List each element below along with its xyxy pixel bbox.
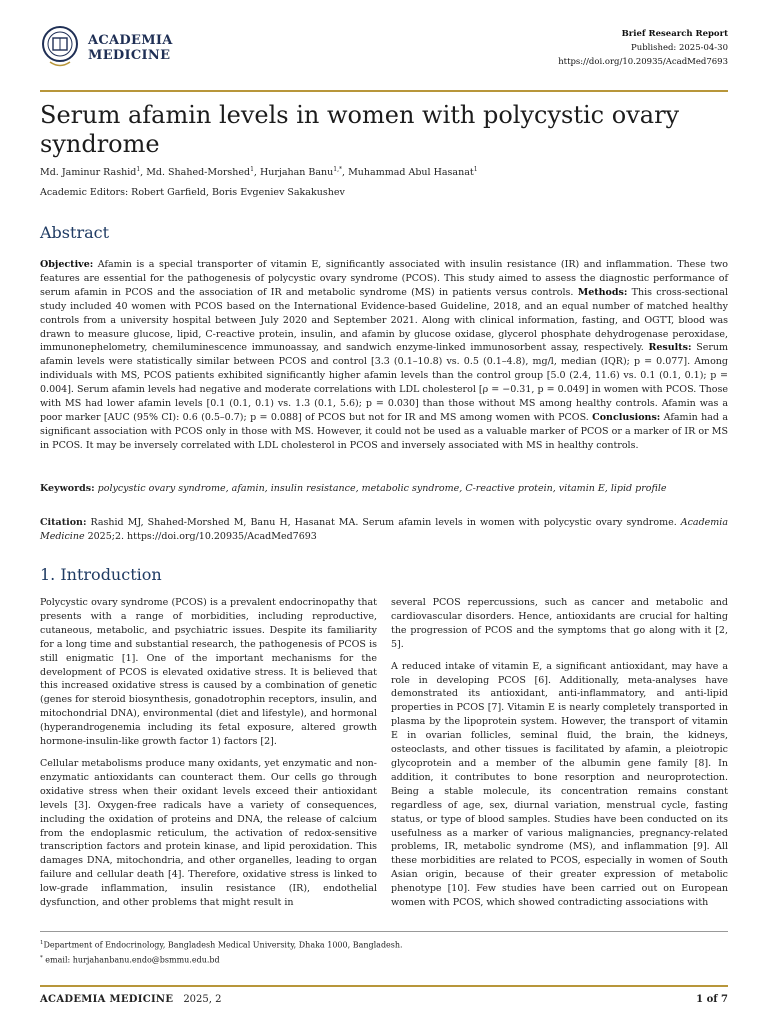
citation-text-2: 2025;2. https://doi.org/10.20935/AcadMed7693 bbox=[84, 531, 317, 542]
author-name: Hurjahan Banu bbox=[259, 167, 334, 179]
email-footnote bbox=[40, 952, 403, 967]
page-footer bbox=[40, 994, 728, 1005]
results-label: Results: bbox=[648, 342, 692, 354]
author-list bbox=[40, 166, 478, 178]
author-affiliation-sup: 1 bbox=[136, 166, 141, 173]
footer-year: 2025, 2 bbox=[183, 994, 222, 1005]
affiliation-footnote bbox=[40, 937, 403, 952]
citation-text-1: Rashid MJ, Shahed-Morshed M, Banu H, Hasanat MA. Serum afamin levels in women with polycystic ovary syndrome. bbox=[86, 517, 681, 528]
citation bbox=[40, 516, 728, 544]
intro-paragraph: Cellular metabolisms produce many oxidants, yet enzymatic and non-enzymatic antioxidants can counteract them. Our cells go through oxidative stress when their oxidant levels exceed their antioxidant levels [3]. Oxygen-free radicals have a variety of consequences, including the oxidation of proteins and DNA, the release of calcium from the endoplasmic reticulum, the activation of redox-sensitive transcription factors and protein kinase, and lipid peroxidation. This damages DNA, mitochondria, and other organelles, leading to organ failure and cellular death [4]. Therefore, oxidative stress is linked to low-grade inflammation, insulin resistance (IR), endothelial dysfunction, and other problems that might result in bbox=[40, 757, 377, 909]
results-text: Serum afamin levels were statistically similar between PCOS and control [3.3 (0.1–10.8) vs. 0.5 (0.1–4.8), mg/l, median (IQR); p = 0.077]. Among individuals with MS, PCOS patients exhibited significantly higher afamin levels than the control group [5.0 (2.4, 11.6) vs. 0.1 (0.1, 0.1); p = 0.004]. Serum afamin levels had negative and moderate correlations with LDL cholesterol [ρ = −0.31, p = 0.049] in women with PCOS. Those with MS had lower afamin levels [0.1 (0.1, 0.1) vs. 1.3 (0.1, 5.6); p = 0.030] than those without MS among healthy controls. Afamin was a poor marker [AUC (95% CI): 0.6 (0.5–0.7); p = 0.088] of PCOS but not for IR and MS among women with PCOS. bbox=[40, 342, 728, 423]
author-name: Md. Shahed-Morshed bbox=[146, 167, 251, 179]
intro-column-left bbox=[40, 596, 377, 918]
author-name: Md. Jaminur Rashid bbox=[40, 167, 137, 179]
objective-text: Afamin is a special transporter of vitamin E, significantly associated with insulin resistance (IR) and inflammation. These two features are essential for the pathogenesis of polycystic ovary syndrome (PCOS). This study aimed to assess the diagnostic performance of serum afamin in PCOS and the association of IR and metabolic syndrome (MS) in patients versus controls. bbox=[40, 259, 728, 298]
keywords-label: Keywords: bbox=[40, 483, 95, 494]
journal-brand bbox=[88, 33, 173, 63]
footnote-divider bbox=[40, 931, 728, 932]
doi-link[interactable]: https://doi.org/10.20935/AcadMed7693 bbox=[558, 57, 728, 67]
published-date: Published: 2025-04-30 bbox=[631, 43, 728, 53]
abstract-text bbox=[40, 258, 728, 453]
footer-journal: ACADEMIA MEDICINE bbox=[40, 994, 174, 1005]
methods-text: This cross-sectional study included 40 women with PCOS based on the International Evidence-based Guideline, 2018, and an equal number of matched healthy controls from a university hospital between July 2020 and September 2021. Along with clinical information, fasting, and OGTT, blood was drawn to measure glucose, lipid, C-reactive protein, insulin, and afamin by glucose oxidase, glycerol phosphate dehydrogenase peroxidase, immunonephelometry, chemiluminescence immunoassay, and sandwich enzyme-linked immunosorbent assay, respectively. bbox=[40, 286, 728, 354]
article-title: Serum afamin levels in women with polycystic ovary syndrome bbox=[40, 101, 680, 158]
affiliation-sup: 1 bbox=[40, 940, 44, 946]
brand-line-1: ACADEMIA bbox=[88, 33, 173, 48]
intro-paragraph: A reduced intake of vitamin E, a significant antioxidant, may have a role in developing PCOS [6]. Additionally, meta-analyses have demonstrated its antioxidant, anti-inflammatory, and anti-lipid properties in PCOS [7]. Vitamin E is nearly completely transported in plasma by the lipoprotein system. However, the transport of vitamin E in ovarian follicles, seminal fluid, the brain, the kidneys, osteoclasts, and other tissues is facilitated by afamin, a pleiotropic glycoprotein and a member of the albumin gene family [8]. In addition, it contributes to bone resorption and neuroprotection. Being a stable molecule, its concentration remains constant regardless of age, sex, diurnal variation, menstrual cycle, fasting status, or type of blood samples. Studies have been conducted on its usefulness as a marker of various malignancies, pregnancy-related problems, IR, metabolic syndrome (MS), and inflammation [9]. All these morbidities are related to PCOS, especially in women of South Asian origin, because of their greater expression of metabolic phenotype [10]. Few studies have been carried out on European women with PCOS, which showed contradicting associations with bbox=[391, 660, 728, 909]
introduction-heading: 1. Introduction bbox=[40, 565, 162, 584]
author-name: Muhammad Abul Hasanat bbox=[348, 167, 474, 179]
intro-paragraph: Polycystic ovary syndrome (PCOS) is a prevalent endocrinopathy that presents with a range of morbidities, including reproductive, cutaneous, metabolic, and psychiatric issues. Despite its familiarity for a long time and substantial research, the pathogenesis of PCOS is still enigmatic [1]. One of the important mechanisms for the development of PCOS is elevated oxidative stress. It is believed that this increased oxidative stress is caused by a combination of genetic (genes for steroid biosynthesis, gonadotrophin receptors, insulin, and mitochondrial DNA), environmental (diet and lifestyle), and hormonal (hyperandrogenemia including its fetal exposure, altered growth hormone-insulin-like growth factor 1) factors [2]. bbox=[40, 597, 377, 748]
citation-journal: Academia Medicine bbox=[40, 517, 728, 542]
citation-label: Citation: bbox=[40, 517, 87, 528]
conclusions-label: Conclusions: bbox=[592, 411, 661, 423]
author-affiliation-sup: 1 bbox=[250, 166, 254, 173]
header-divider bbox=[40, 90, 728, 92]
footnotes bbox=[40, 937, 403, 966]
author-separator: , bbox=[140, 167, 147, 179]
email-text: email: hurjahanbanu.endo@bsmmu.edu.bd bbox=[42, 955, 220, 965]
author-affiliation-sup: 1 bbox=[473, 166, 478, 173]
abstract-heading: Abstract bbox=[40, 223, 110, 242]
conclusions-text: Afamin had a significant association with PCOS only in those with MS. However, it could not be used as a valuable marker of PCOS or a marker of IR or MS in PCOS. It may be inversely correlated with LDL cholesterol in PCOS and inversely associated with MS in healthy controls. bbox=[40, 411, 728, 451]
intro-column-right bbox=[391, 596, 728, 918]
author-separator: , bbox=[253, 167, 260, 179]
intro-paragraph: several PCOS repercussions, such as cancer and metabolic and cardiovascular disorders. Hence, antioxidants are crucial for halting the progression of PCOS and the symptoms that go along with it [2, 5]. bbox=[391, 597, 728, 650]
academic-editors: Academic Editors: Robert Garfield, Boris Evgeniev Sakakushev bbox=[40, 187, 345, 198]
article-type: Brief Research Report bbox=[621, 29, 728, 39]
methods-label: Methods: bbox=[577, 286, 628, 298]
article-meta bbox=[558, 27, 728, 69]
footer-divider bbox=[40, 985, 728, 987]
journal-seal-logo bbox=[40, 22, 80, 70]
keywords bbox=[40, 482, 728, 496]
keywords-text: polycystic ovary syndrome, afamin, insulin resistance, metabolic syndrome, C-reactive protein, vitamin E, lipid profile bbox=[94, 483, 667, 494]
page-number: 1 of 7 bbox=[696, 994, 728, 1005]
journal-header bbox=[40, 22, 728, 74]
brand-line-2: MEDICINE bbox=[88, 48, 171, 63]
paper-page bbox=[40, 0, 728, 1024]
email-sup: * bbox=[40, 954, 43, 961]
author-affiliation-sup: 1,* bbox=[333, 166, 343, 173]
author-separator: , bbox=[342, 167, 349, 179]
affiliation-text: Department of Endocrinology, Bangladesh Medical University, Dhaka 1000, Bangladesh. bbox=[43, 940, 403, 950]
objective-label: Objective: bbox=[40, 259, 94, 270]
